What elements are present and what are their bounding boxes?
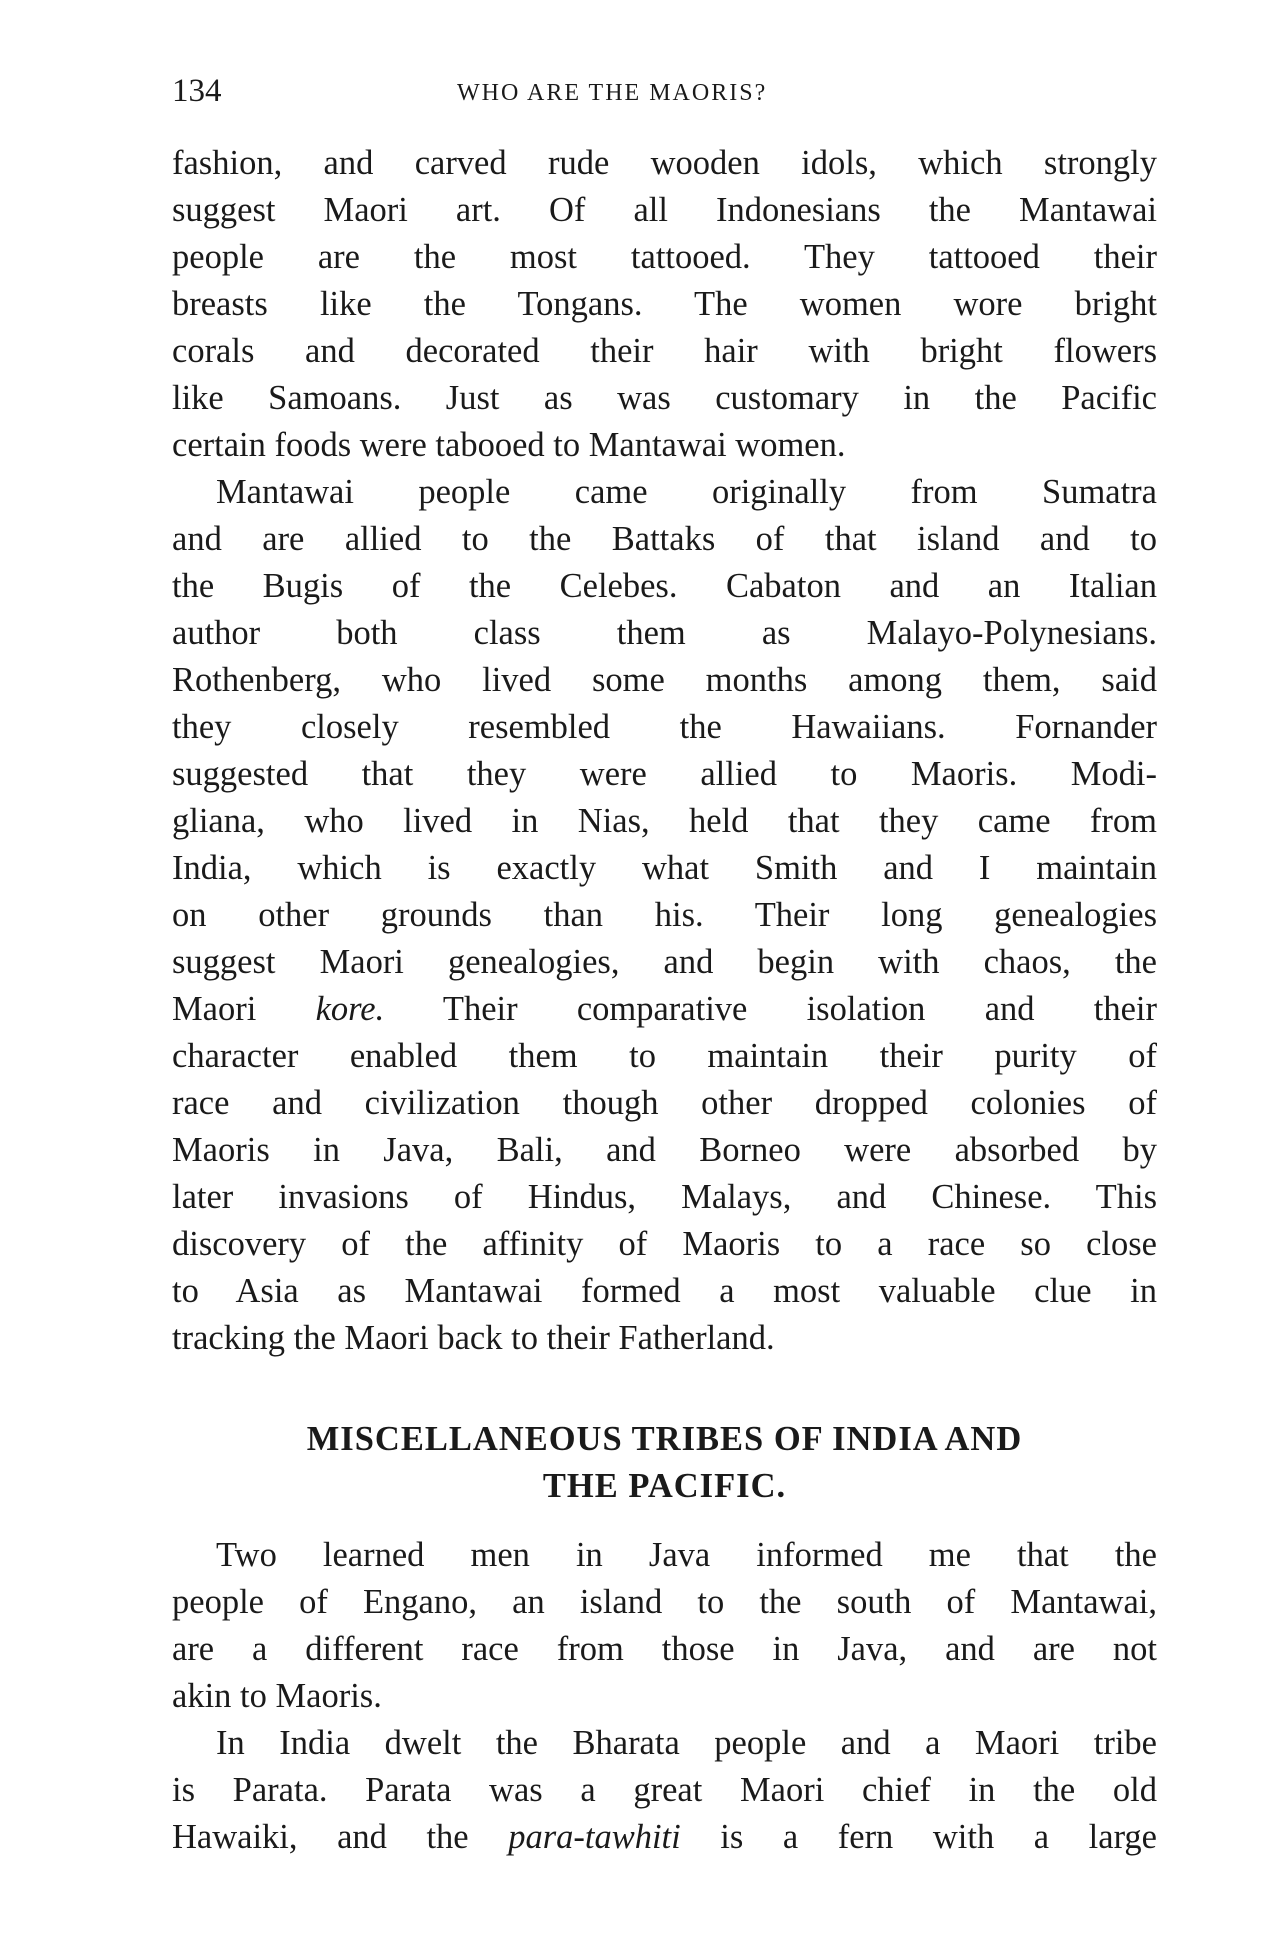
text-line: Two learned men in Java informed me that the [216,1536,1157,1574]
text-fragment: Hawaiki, and the [172,1818,509,1856]
text-line: suggested that they were allied to Maoris. Modi- [172,755,1157,793]
page-header [172,66,1157,116]
text-line: India, which is exactly what Smith and I maintain [172,849,1157,887]
text-line: character enabled them to maintain their purity of [172,1037,1157,1075]
paragraph-mantawai-origins [172,469,1157,1362]
text-line: the Bugis of the Celebes. Cabaton and an Italian [172,567,1157,605]
text-line: discovery of the affinity of Maoris to a race so close [172,1225,1157,1263]
running-head: WHO ARE THE MAORIS? [457,80,768,106]
text-line-kore [172,986,1157,1033]
text-line: race and civilization though other dropped colonies of [172,1084,1157,1122]
text-line: gliana, who lived in Nias, held that they came from [172,802,1157,840]
text-line: suggest Maori art. Of all Indonesians the Mantawai [172,191,1157,229]
text-line: like Samoans. Just as was customary in the Pacific [172,379,1157,417]
text-line: Maoris in Java, Bali, and Borneo were absorbed by [172,1131,1157,1169]
text-line: Rothenberg, who lived some months among them, said [172,661,1157,699]
text-fragment: Their comparative isolation and their [384,990,1157,1028]
italic-word-para-tawhiti: para-tawhiti [508,1818,681,1856]
text-line: and are allied to the Battaks of that island and to [172,520,1157,558]
text-line: people of Engano, an island to the south of Mantawai, [172,1583,1157,1621]
text-line: tracking the Maori back to their Fatherland. [172,1319,775,1357]
text-line: on other grounds than his. Their long genealogies [172,896,1157,934]
text-line: akin to Maoris. [172,1677,382,1715]
section-heading-line: MISCELLANEOUS TRIBES OF INDIA AND [306,1420,1023,1458]
paragraph-mantawai-customs [172,140,1157,469]
text-line: corals and decorated their hair with bright flowers [172,332,1157,370]
text-line: Mantawai people came originally from Sumatra [216,473,1157,511]
page-number: 134 [172,73,222,109]
paragraph-engano [172,1532,1157,1720]
text-line: breasts like the Tongans. The women wore bright [172,285,1157,323]
text-line: fashion, and carved rude wooden idols, which strongly [172,144,1157,182]
italic-word-kore: kore. [315,990,385,1028]
text-line: are a different race from those in Java, and are not [172,1630,1157,1668]
text-line: is Parata. Parata was a great Maori chief in the old [172,1771,1157,1809]
text-line: author both class them as Malayo-Polynesians. [172,614,1157,652]
text-line: later invasions of Hindus, Malays, and Chinese. This [172,1178,1157,1216]
text-line: people are the most tattooed. They tattooed their [172,238,1157,276]
body-text [172,140,1157,1861]
text-fragment: is a fern with a large [680,1818,1157,1856]
text-line: suggest Maori genealogies, and begin with chaos, the [172,943,1157,981]
text-line: they closely resembled the Hawaiians. Fornander [172,708,1157,746]
text-fragment: Maori [172,990,316,1028]
section-heading-line: THE PACIFIC. [542,1467,787,1505]
text-line: certain foods were tabooed to Mantawai women. [172,426,846,464]
text-line-para-tawhiti [172,1814,1157,1861]
text-line: to Asia as Mantawai formed a most valuable clue in [172,1272,1157,1310]
paragraph-bharata [172,1720,1157,1861]
section-heading [172,1416,1157,1510]
text-line: In India dwelt the Bharata people and a Maori tribe [216,1724,1157,1762]
